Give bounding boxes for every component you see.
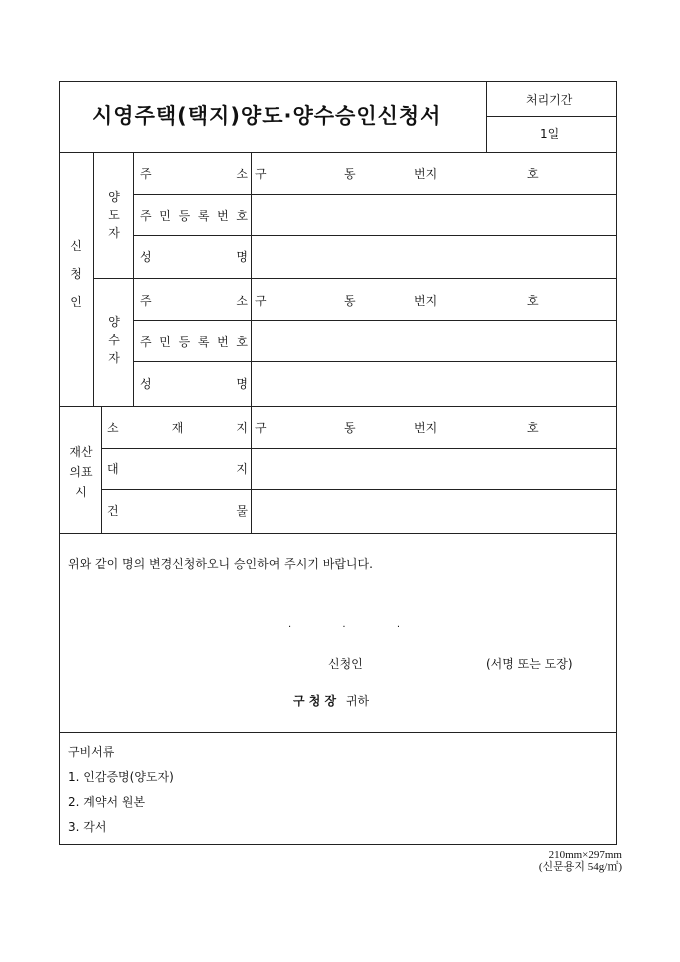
- application-form: [59, 81, 617, 845]
- property-building-label: [107, 505, 248, 517]
- label-char: 등: [178, 335, 191, 349]
- transferor-label: [107, 188, 121, 242]
- label-char: 호: [236, 335, 248, 349]
- transferor-beonji: 번지: [414, 167, 438, 181]
- declaration-bottom-line: [60, 732, 617, 733]
- addressee: [293, 695, 369, 707]
- value-col-line: [251, 152, 252, 533]
- property-row-line-2: [101, 489, 617, 490]
- date-dot: .: [396, 619, 400, 630]
- transferor-id-label: [140, 210, 248, 222]
- transferee-label-text: 양수자: [108, 315, 120, 365]
- label-char: 번: [217, 335, 229, 349]
- transferee-beonji: 번지: [414, 294, 438, 308]
- party-col-line: [133, 152, 134, 406]
- transferee-dong: 동: [344, 294, 356, 308]
- title-divider: [486, 82, 487, 152]
- paper-size: 210mm×297mm: [548, 849, 622, 861]
- label-char: 록: [197, 209, 210, 223]
- processing-label: 처리기간: [526, 93, 573, 107]
- transferee-address-label: [140, 295, 248, 307]
- transferor-dong: 동: [344, 167, 356, 181]
- property-col-line: [101, 406, 102, 533]
- processing-divider: [486, 116, 617, 117]
- property-dong: 동: [344, 421, 356, 435]
- document-item: 3. 각서: [68, 820, 107, 834]
- date-placeholder: [288, 620, 400, 630]
- transferor-address-label: [140, 168, 248, 180]
- paper-type: (신문용지 54g/㎡): [538, 861, 622, 873]
- transferee-row-line-1: [133, 320, 617, 321]
- label-char: 대: [107, 462, 119, 476]
- document-item: 1. 인감증명(양도자): [68, 770, 174, 784]
- label-char: 건: [107, 504, 119, 518]
- label-char: 성: [140, 250, 152, 264]
- property-gu: 구: [255, 421, 267, 435]
- declaration-text: 위와 같이 명의 변경신청하오니 승인하여 주시기 바랍니다.: [68, 557, 373, 571]
- label-char: 명: [236, 377, 248, 391]
- transferee-ho: 호: [527, 294, 539, 308]
- label-char: 지: [236, 462, 248, 476]
- form-title: 시영주택(택지)양도·양수승인신청서: [92, 104, 442, 128]
- applicant-section-text: 신청인: [70, 239, 82, 309]
- transferor-row-line-1: [133, 194, 617, 195]
- label-char: 주: [140, 335, 152, 349]
- label-char: 호: [236, 209, 248, 223]
- label-char: 록: [197, 335, 210, 349]
- transferee-id-label: [140, 336, 248, 348]
- applicant-col-line: [93, 152, 94, 406]
- addressee-suffix: 귀하: [345, 694, 370, 708]
- property-row-line-1: [101, 448, 617, 449]
- signature-note: (서명 또는 도장): [486, 657, 573, 671]
- label-char: 민: [159, 335, 171, 349]
- date-dot: .: [288, 619, 292, 630]
- transferor-row-line-2: [133, 235, 617, 236]
- label-char: 물: [236, 504, 248, 518]
- label-char: 주: [140, 209, 152, 223]
- label-char: 소: [107, 421, 119, 435]
- property-bottom-line: [60, 533, 617, 534]
- label-char: 소: [236, 167, 248, 181]
- applicant-bottom-line: [60, 406, 617, 407]
- transferee-name-label: [140, 378, 248, 390]
- transferor-gu: 구: [255, 167, 267, 181]
- label-char: 재: [171, 421, 184, 435]
- label-char: 성: [140, 377, 152, 391]
- transferee-label: [107, 313, 121, 367]
- parties-divider: [93, 278, 617, 279]
- property-location-label: [107, 422, 248, 434]
- property-section-text: 재산의표시: [69, 445, 93, 499]
- applicant-section-label: [69, 232, 83, 316]
- transferor-label-text: 양도자: [108, 190, 120, 240]
- date-dot: .: [342, 619, 346, 630]
- transferee-row-line-2: [133, 361, 617, 362]
- label-char: 주: [140, 294, 152, 308]
- document-item: 2. 계약서 원본: [68, 795, 146, 809]
- label-char: 지: [236, 421, 248, 435]
- property-beonji: 번지: [414, 421, 438, 435]
- label-char: 등: [178, 209, 191, 223]
- label-char: 명: [236, 250, 248, 264]
- label-char: 주: [140, 167, 152, 181]
- transferee-gu: 구: [255, 294, 267, 308]
- property-section-label: [68, 442, 94, 502]
- transferor-ho: 호: [527, 167, 539, 181]
- processing-value: 1일: [540, 127, 560, 141]
- property-ho: 호: [527, 421, 539, 435]
- addressee-title: 구 청 장: [293, 694, 337, 708]
- paper-spec: [539, 849, 622, 873]
- property-land-label: [107, 463, 248, 475]
- title-bottom-line: [60, 152, 617, 153]
- label-char: 소: [236, 294, 248, 308]
- documents-heading: 구비서류: [68, 745, 115, 759]
- label-char: 번: [217, 209, 229, 223]
- transferor-name-label: [140, 251, 248, 263]
- applicant-sign-label: 신청인: [328, 657, 363, 671]
- label-char: 민: [159, 209, 171, 223]
